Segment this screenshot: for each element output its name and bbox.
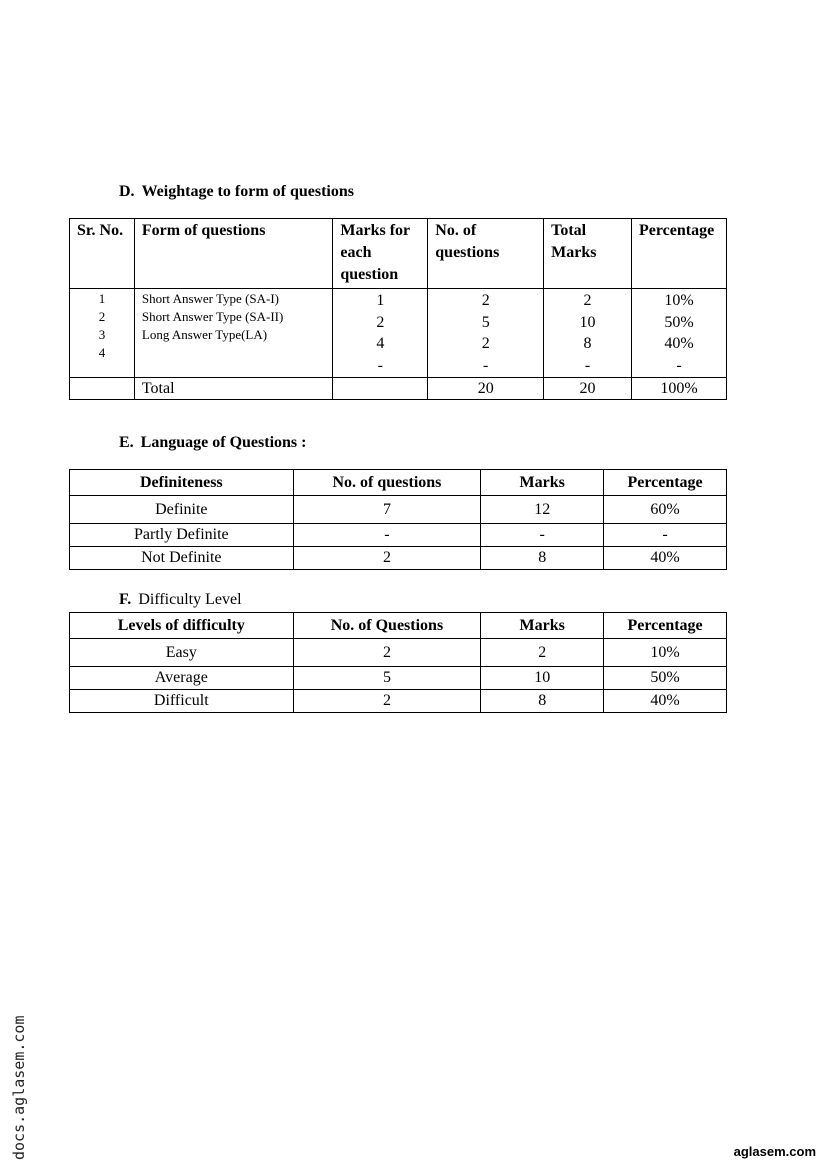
table-cell: 40% (604, 690, 727, 713)
table-cell: Not Definite (70, 547, 294, 570)
no-of-questions-cell: 2 5 2 - (428, 289, 544, 378)
header-form-of-questions: Form of questions (134, 219, 332, 289)
table-header-row (70, 613, 727, 639)
table-row (70, 667, 727, 690)
header-definiteness: Definiteness (70, 470, 294, 496)
header-percentage: Percentage (604, 613, 727, 639)
header-levels-of-difficulty: Levels of difficulty (70, 613, 294, 639)
table-cell: - (293, 524, 481, 547)
table-cell: 60% (604, 496, 727, 524)
section-d-title: Weightage to form of questions (141, 183, 354, 200)
table-row (70, 639, 727, 667)
table-row (70, 547, 727, 570)
table-cell: - (604, 524, 727, 547)
header-sr-no: Sr. No. (70, 219, 135, 289)
table-header-row (70, 470, 727, 496)
table-cell: 2 (481, 639, 604, 667)
table-cell: 2 (293, 690, 481, 713)
header-marks-each: Marks for each question (333, 219, 428, 289)
form-cell: Short Answer Type (SA-I) Short Answer Type (SA-II) Long Answer Type(LA) (134, 289, 332, 378)
section-e-heading (119, 434, 306, 452)
total-percentage: 100% (631, 378, 726, 400)
header-no-of-questions: No. of questions (428, 219, 544, 289)
sr-no-cell: 1 2 3 4 (70, 289, 135, 378)
table-cell: 2 (293, 547, 481, 570)
header-marks: Marks (481, 470, 604, 496)
total-row (70, 378, 727, 400)
header-total-marks: Total Marks (544, 219, 632, 289)
header-no-of-questions: No. of Questions (293, 613, 481, 639)
table-cell: 8 (481, 690, 604, 713)
total-no-of-questions: 20 (428, 378, 544, 400)
total-marks-each (333, 378, 428, 400)
total-label: Total (134, 378, 332, 400)
table-cell: Difficult (70, 690, 294, 713)
weightage-table (69, 218, 727, 400)
table-cell: Definite (70, 496, 294, 524)
table-header-row (70, 219, 727, 289)
table-cell: 40% (604, 547, 727, 570)
table-cell: Average (70, 667, 294, 690)
total-sr-cell (70, 378, 135, 400)
table-row (70, 289, 727, 378)
header-percentage: Percentage (631, 219, 726, 289)
header-marks: Marks (481, 613, 604, 639)
marks-each-cell: 1 2 4 - (333, 289, 428, 378)
section-d-heading (119, 183, 354, 201)
header-no-of-questions: No. of questions (293, 470, 481, 496)
table-cell: 12 (481, 496, 604, 524)
table-cell: 7 (293, 496, 481, 524)
section-f-title: Difficulty Level (138, 591, 242, 608)
header-percentage: Percentage (604, 470, 727, 496)
difficulty-table (69, 612, 727, 713)
section-e-title: Language of Questions : (140, 434, 307, 451)
table-cell: 10% (604, 639, 727, 667)
table-row (70, 690, 727, 713)
table-cell: Easy (70, 639, 294, 667)
section-f-letter: F. (119, 591, 132, 608)
percentage-cell: 10% 50% 40% - (631, 289, 726, 378)
table-cell: - (481, 524, 604, 547)
section-f-heading (119, 591, 242, 609)
table-cell: Partly Definite (70, 524, 294, 547)
table-row (70, 524, 727, 547)
watermark-left: docs.aglasem.com (10, 1015, 28, 1160)
language-table (69, 469, 727, 570)
section-e-letter: E. (119, 434, 134, 451)
table-cell: 50% (604, 667, 727, 690)
table-row (70, 496, 727, 524)
table-cell: 8 (481, 547, 604, 570)
total-total-marks: 20 (544, 378, 632, 400)
section-d-letter: D. (119, 183, 135, 200)
table-cell: 10 (481, 667, 604, 690)
total-marks-cell: 2 10 8 - (544, 289, 632, 378)
watermark-right: aglasem.com (733, 1144, 816, 1159)
table-cell: 5 (293, 667, 481, 690)
table-cell: 2 (293, 639, 481, 667)
